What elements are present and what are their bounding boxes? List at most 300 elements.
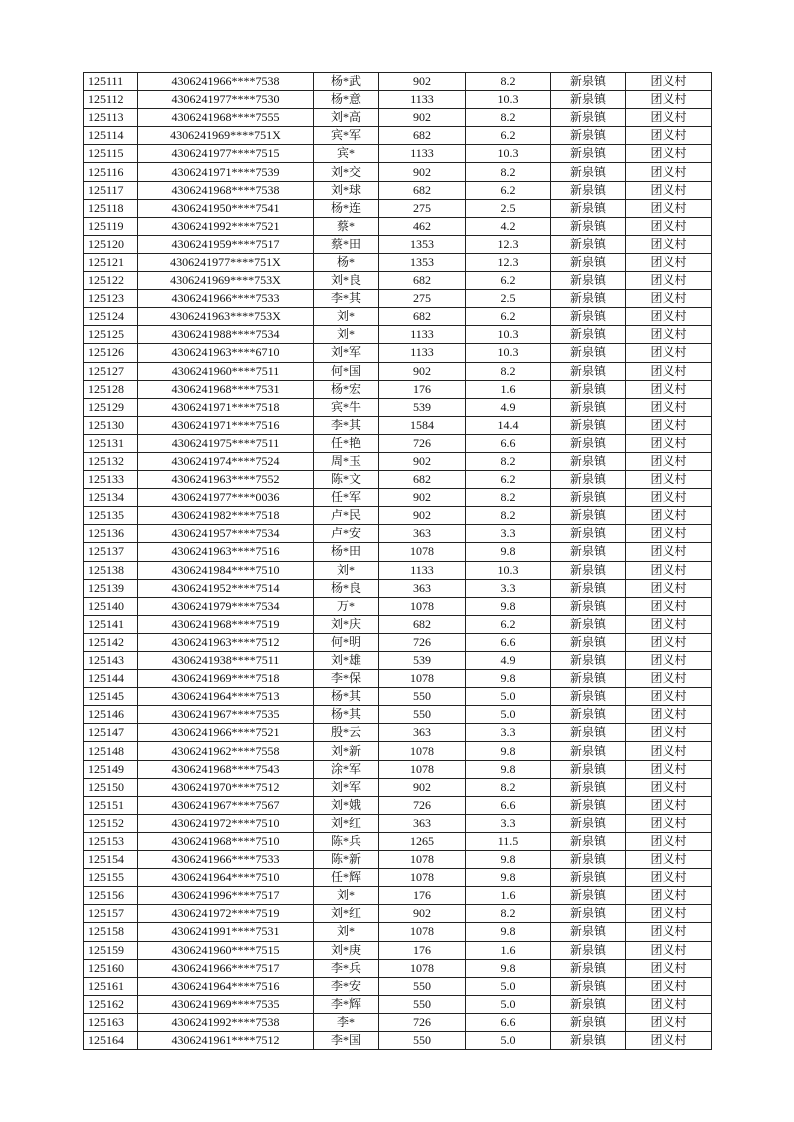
village-cell: 团义村 <box>626 615 712 633</box>
village-cell: 团义村 <box>626 832 712 850</box>
table-row <box>84 290 712 308</box>
village-cell: 团义村 <box>626 434 712 452</box>
record-id-cell: 125159 <box>84 941 138 959</box>
town-cell: 新泉镇 <box>551 688 626 706</box>
village-cell: 团义村 <box>626 851 712 869</box>
person-name-cell: 刘* <box>314 308 379 326</box>
village-cell: 团义村 <box>626 489 712 507</box>
town-cell: 新泉镇 <box>551 543 626 561</box>
id-number-cell: 4306241977****7515 <box>138 145 314 163</box>
area-cell: 10.3 <box>466 91 551 109</box>
village-cell: 团义村 <box>626 995 712 1013</box>
area-cell: 9.8 <box>466 543 551 561</box>
town-cell: 新泉镇 <box>551 235 626 253</box>
town-cell: 新泉镇 <box>551 887 626 905</box>
area-cell: 5.0 <box>466 688 551 706</box>
record-id-cell: 125129 <box>84 398 138 416</box>
town-cell: 新泉镇 <box>551 127 626 145</box>
village-cell: 团义村 <box>626 326 712 344</box>
village-cell: 团义村 <box>626 742 712 760</box>
amount-cell: 902 <box>379 778 466 796</box>
id-number-cell: 4306241974****7524 <box>138 452 314 470</box>
town-cell: 新泉镇 <box>551 109 626 127</box>
town-cell: 新泉镇 <box>551 471 626 489</box>
area-cell: 6.6 <box>466 633 551 651</box>
record-id-cell: 125155 <box>84 869 138 887</box>
area-cell: 2.5 <box>466 290 551 308</box>
amount-cell: 1353 <box>379 253 466 271</box>
id-number-cell: 4306241966****7533 <box>138 851 314 869</box>
amount-cell: 902 <box>379 905 466 923</box>
town-cell: 新泉镇 <box>551 796 626 814</box>
town-cell: 新泉镇 <box>551 959 626 977</box>
table-row <box>84 760 712 778</box>
village-cell: 团义村 <box>626 706 712 724</box>
person-name-cell: 刘* <box>314 561 379 579</box>
record-id-cell: 125147 <box>84 724 138 742</box>
id-number-cell: 4306241977****0036 <box>138 489 314 507</box>
person-name-cell: 陈*兵 <box>314 832 379 850</box>
id-number-cell: 4306241966****7538 <box>138 73 314 91</box>
area-cell: 1.6 <box>466 887 551 905</box>
table-row <box>84 507 712 525</box>
record-id-cell: 125138 <box>84 561 138 579</box>
id-number-cell: 4306241984****7510 <box>138 561 314 579</box>
person-name-cell: 李* <box>314 1013 379 1031</box>
village-cell: 团义村 <box>626 452 712 470</box>
amount-cell: 550 <box>379 977 466 995</box>
table-row <box>84 199 712 217</box>
area-cell: 4.2 <box>466 217 551 235</box>
record-id-cell: 125152 <box>84 814 138 832</box>
village-cell: 团义村 <box>626 235 712 253</box>
town-cell: 新泉镇 <box>551 416 626 434</box>
record-id-cell: 125120 <box>84 235 138 253</box>
id-number-cell: 4306241975****7511 <box>138 434 314 452</box>
area-cell: 5.0 <box>466 706 551 724</box>
record-id-cell: 125142 <box>84 633 138 651</box>
person-name-cell: 杨*其 <box>314 688 379 706</box>
village-cell: 团义村 <box>626 272 712 290</box>
record-id-cell: 125113 <box>84 109 138 127</box>
id-number-cell: 4306241968****7543 <box>138 760 314 778</box>
amount-cell: 550 <box>379 706 466 724</box>
amount-cell: 902 <box>379 362 466 380</box>
amount-cell: 176 <box>379 941 466 959</box>
area-cell: 9.8 <box>466 670 551 688</box>
person-name-cell: 刘*球 <box>314 181 379 199</box>
record-id-cell: 125116 <box>84 163 138 181</box>
record-id-cell: 125111 <box>84 73 138 91</box>
table-row <box>84 869 712 887</box>
record-id-cell: 125143 <box>84 652 138 670</box>
village-cell: 团义村 <box>626 688 712 706</box>
person-name-cell: 殷*云 <box>314 724 379 742</box>
id-number-cell: 4306241969****7535 <box>138 995 314 1013</box>
table-row <box>84 308 712 326</box>
table-row <box>84 1031 712 1049</box>
village-cell: 团义村 <box>626 290 712 308</box>
table-row <box>84 344 712 362</box>
town-cell: 新泉镇 <box>551 851 626 869</box>
person-name-cell: 李*其 <box>314 290 379 308</box>
town-cell: 新泉镇 <box>551 380 626 398</box>
id-number-cell: 4306241966****7521 <box>138 724 314 742</box>
town-cell: 新泉镇 <box>551 561 626 579</box>
person-name-cell: 杨*田 <box>314 543 379 561</box>
amount-cell: 682 <box>379 272 466 290</box>
town-cell: 新泉镇 <box>551 652 626 670</box>
person-name-cell: 刘*红 <box>314 814 379 832</box>
area-cell: 6.2 <box>466 181 551 199</box>
area-cell: 8.2 <box>466 905 551 923</box>
id-number-cell: 4306241968****7510 <box>138 832 314 850</box>
person-name-cell: 刘* <box>314 887 379 905</box>
village-cell: 团义村 <box>626 362 712 380</box>
person-name-cell: 杨*良 <box>314 579 379 597</box>
area-cell: 10.3 <box>466 561 551 579</box>
town-cell: 新泉镇 <box>551 1031 626 1049</box>
id-number-cell: 4306241963****6710 <box>138 344 314 362</box>
area-cell: 10.3 <box>466 145 551 163</box>
amount-cell: 726 <box>379 434 466 452</box>
area-cell: 3.3 <box>466 814 551 832</box>
person-name-cell: 任*军 <box>314 489 379 507</box>
table-row <box>84 543 712 561</box>
table-row <box>84 597 712 615</box>
table-row <box>84 977 712 995</box>
amount-cell: 726 <box>379 633 466 651</box>
area-cell: 5.0 <box>466 1031 551 1049</box>
table-row <box>84 742 712 760</box>
id-number-cell: 4306241970****7512 <box>138 778 314 796</box>
id-number-cell: 4306241972****7510 <box>138 814 314 832</box>
id-number-cell: 4306241967****7535 <box>138 706 314 724</box>
village-cell: 团义村 <box>626 652 712 670</box>
id-number-cell: 4306241982****7518 <box>138 507 314 525</box>
town-cell: 新泉镇 <box>551 724 626 742</box>
amount-cell: 1133 <box>379 326 466 344</box>
amount-cell: 726 <box>379 1013 466 1031</box>
id-number-cell: 4306241957****7534 <box>138 525 314 543</box>
amount-cell: 176 <box>379 887 466 905</box>
amount-cell: 550 <box>379 995 466 1013</box>
person-name-cell: 刘* <box>314 326 379 344</box>
town-cell: 新泉镇 <box>551 326 626 344</box>
record-id-cell: 125162 <box>84 995 138 1013</box>
amount-cell: 363 <box>379 814 466 832</box>
town-cell: 新泉镇 <box>551 91 626 109</box>
record-id-cell: 125139 <box>84 579 138 597</box>
area-cell: 9.8 <box>466 923 551 941</box>
amount-cell: 539 <box>379 398 466 416</box>
record-id-cell: 125141 <box>84 615 138 633</box>
amount-cell: 363 <box>379 525 466 543</box>
amount-cell: 1078 <box>379 597 466 615</box>
area-cell: 4.9 <box>466 398 551 416</box>
amount-cell: 682 <box>379 127 466 145</box>
person-name-cell: 刘*红 <box>314 905 379 923</box>
amount-cell: 1078 <box>379 760 466 778</box>
id-number-cell: 4306241968****7519 <box>138 615 314 633</box>
village-cell: 团义村 <box>626 1013 712 1031</box>
record-id-cell: 125148 <box>84 742 138 760</box>
table-row <box>84 217 712 235</box>
table-row <box>84 91 712 109</box>
area-cell: 9.8 <box>466 869 551 887</box>
village-cell: 团义村 <box>626 1031 712 1049</box>
record-id-cell: 125151 <box>84 796 138 814</box>
record-id-cell: 125158 <box>84 923 138 941</box>
village-cell: 团义村 <box>626 887 712 905</box>
person-name-cell: 刘*庚 <box>314 941 379 959</box>
table-row <box>84 706 712 724</box>
village-cell: 团义村 <box>626 73 712 91</box>
person-name-cell: 宾* <box>314 145 379 163</box>
village-cell: 团义村 <box>626 127 712 145</box>
amount-cell: 902 <box>379 507 466 525</box>
record-id-cell: 125124 <box>84 308 138 326</box>
town-cell: 新泉镇 <box>551 579 626 597</box>
table-row <box>84 127 712 145</box>
village-cell: 团义村 <box>626 869 712 887</box>
area-cell: 1.6 <box>466 380 551 398</box>
table-row <box>84 887 712 905</box>
person-name-cell: 任*艳 <box>314 434 379 452</box>
town-cell: 新泉镇 <box>551 181 626 199</box>
amount-cell: 1078 <box>379 742 466 760</box>
record-id-cell: 125149 <box>84 760 138 778</box>
area-cell: 5.0 <box>466 995 551 1013</box>
id-number-cell: 4306241988****7534 <box>138 326 314 344</box>
table-row <box>84 163 712 181</box>
town-cell: 新泉镇 <box>551 507 626 525</box>
person-name-cell: 杨*宏 <box>314 380 379 398</box>
area-cell: 8.2 <box>466 507 551 525</box>
village-cell: 团义村 <box>626 670 712 688</box>
table-row <box>84 633 712 651</box>
area-cell: 8.2 <box>466 489 551 507</box>
town-cell: 新泉镇 <box>551 525 626 543</box>
area-cell: 6.2 <box>466 615 551 633</box>
record-id-cell: 125128 <box>84 380 138 398</box>
village-cell: 团义村 <box>626 145 712 163</box>
id-number-cell: 4306241971****7516 <box>138 416 314 434</box>
table-row <box>84 362 712 380</box>
town-cell: 新泉镇 <box>551 199 626 217</box>
town-cell: 新泉镇 <box>551 362 626 380</box>
town-cell: 新泉镇 <box>551 272 626 290</box>
person-name-cell: 陈*文 <box>314 471 379 489</box>
village-cell: 团义村 <box>626 760 712 778</box>
record-id-cell: 125140 <box>84 597 138 615</box>
area-cell: 10.3 <box>466 326 551 344</box>
table-row <box>84 851 712 869</box>
person-name-cell: 刘*雄 <box>314 652 379 670</box>
area-cell: 9.8 <box>466 851 551 869</box>
village-cell: 团义村 <box>626 416 712 434</box>
person-name-cell: 杨*连 <box>314 199 379 217</box>
id-number-cell: 4306241960****7511 <box>138 362 314 380</box>
amount-cell: 275 <box>379 290 466 308</box>
person-name-cell: 涂*军 <box>314 760 379 778</box>
town-cell: 新泉镇 <box>551 977 626 995</box>
id-number-cell: 4306241971****7518 <box>138 398 314 416</box>
table-row <box>84 724 712 742</box>
amount-cell: 1078 <box>379 670 466 688</box>
town-cell: 新泉镇 <box>551 615 626 633</box>
person-name-cell: 李*辉 <box>314 995 379 1013</box>
person-name-cell: 刘*新 <box>314 742 379 760</box>
amount-cell: 176 <box>379 380 466 398</box>
person-name-cell: 刘*娥 <box>314 796 379 814</box>
area-cell: 5.0 <box>466 977 551 995</box>
village-cell: 团义村 <box>626 471 712 489</box>
record-id-cell: 125144 <box>84 670 138 688</box>
table-row <box>84 796 712 814</box>
village-cell: 团义村 <box>626 398 712 416</box>
area-cell: 6.2 <box>466 127 551 145</box>
area-cell: 6.2 <box>466 308 551 326</box>
village-cell: 团义村 <box>626 181 712 199</box>
id-number-cell: 4306241992****7521 <box>138 217 314 235</box>
person-name-cell: 卢*安 <box>314 525 379 543</box>
person-name-cell: 蔡*田 <box>314 235 379 253</box>
person-name-cell: 李*安 <box>314 977 379 995</box>
table-row <box>84 489 712 507</box>
record-id-cell: 125119 <box>84 217 138 235</box>
person-name-cell: 万* <box>314 597 379 615</box>
record-id-cell: 125153 <box>84 832 138 850</box>
table-row <box>84 380 712 398</box>
area-cell: 8.2 <box>466 109 551 127</box>
record-id-cell: 125133 <box>84 471 138 489</box>
area-cell: 11.5 <box>466 832 551 850</box>
record-id-cell: 125134 <box>84 489 138 507</box>
record-id-cell: 125130 <box>84 416 138 434</box>
area-cell: 4.9 <box>466 652 551 670</box>
record-id-cell: 125163 <box>84 1013 138 1031</box>
person-name-cell: 周*玉 <box>314 452 379 470</box>
table-body <box>84 73 712 1050</box>
id-number-cell: 4306241977****751X <box>138 253 314 271</box>
table-row <box>84 995 712 1013</box>
amount-cell: 1133 <box>379 91 466 109</box>
id-number-cell: 4306241959****7517 <box>138 235 314 253</box>
id-number-cell: 4306241968****7538 <box>138 181 314 199</box>
amount-cell: 682 <box>379 471 466 489</box>
area-cell: 6.2 <box>466 272 551 290</box>
record-id-cell: 125123 <box>84 290 138 308</box>
village-cell: 团义村 <box>626 109 712 127</box>
area-cell: 14.4 <box>466 416 551 434</box>
amount-cell: 275 <box>379 199 466 217</box>
person-name-cell: 杨* <box>314 253 379 271</box>
record-id-cell: 125127 <box>84 362 138 380</box>
town-cell: 新泉镇 <box>551 1013 626 1031</box>
person-name-cell: 宾*军 <box>314 127 379 145</box>
table-row <box>84 688 712 706</box>
amount-cell: 1078 <box>379 869 466 887</box>
area-cell: 2.5 <box>466 199 551 217</box>
table-row <box>84 561 712 579</box>
person-name-cell: 蔡* <box>314 217 379 235</box>
area-cell: 8.2 <box>466 778 551 796</box>
record-id-cell: 125121 <box>84 253 138 271</box>
id-number-cell: 4306241963****753X <box>138 308 314 326</box>
town-cell: 新泉镇 <box>551 308 626 326</box>
town-cell: 新泉镇 <box>551 73 626 91</box>
table-row <box>84 109 712 127</box>
id-number-cell: 4306241938****7511 <box>138 652 314 670</box>
area-cell: 9.8 <box>466 959 551 977</box>
amount-cell: 902 <box>379 109 466 127</box>
area-cell: 6.6 <box>466 796 551 814</box>
village-cell: 团义村 <box>626 597 712 615</box>
table-row <box>84 145 712 163</box>
amount-cell: 902 <box>379 452 466 470</box>
amount-cell: 363 <box>379 579 466 597</box>
person-name-cell: 李*其 <box>314 416 379 434</box>
record-id-cell: 125161 <box>84 977 138 995</box>
record-id-cell: 125122 <box>84 272 138 290</box>
id-number-cell: 4306241968****7531 <box>138 380 314 398</box>
id-number-cell: 4306241964****7513 <box>138 688 314 706</box>
id-number-cell: 4306241969****753X <box>138 272 314 290</box>
town-cell: 新泉镇 <box>551 290 626 308</box>
amount-cell: 539 <box>379 652 466 670</box>
village-cell: 团义村 <box>626 199 712 217</box>
village-cell: 团义村 <box>626 923 712 941</box>
village-cell: 团义村 <box>626 163 712 181</box>
amount-cell: 682 <box>379 308 466 326</box>
amount-cell: 1078 <box>379 543 466 561</box>
person-name-cell: 宾*牛 <box>314 398 379 416</box>
village-cell: 团义村 <box>626 380 712 398</box>
town-cell: 新泉镇 <box>551 253 626 271</box>
town-cell: 新泉镇 <box>551 217 626 235</box>
village-cell: 团义村 <box>626 796 712 814</box>
record-id-cell: 125114 <box>84 127 138 145</box>
area-cell: 6.6 <box>466 434 551 452</box>
area-cell: 9.8 <box>466 742 551 760</box>
amount-cell: 462 <box>379 217 466 235</box>
record-id-cell: 125118 <box>84 199 138 217</box>
person-name-cell: 刘*军 <box>314 778 379 796</box>
person-name-cell: 何*国 <box>314 362 379 380</box>
table-row <box>84 525 712 543</box>
village-cell: 团义村 <box>626 977 712 995</box>
id-number-cell: 4306241968****7555 <box>138 109 314 127</box>
table-row <box>84 253 712 271</box>
person-name-cell: 刘*良 <box>314 272 379 290</box>
record-id-cell: 125150 <box>84 778 138 796</box>
record-id-cell: 125164 <box>84 1031 138 1049</box>
area-cell: 3.3 <box>466 724 551 742</box>
area-cell: 8.2 <box>466 452 551 470</box>
amount-cell: 1353 <box>379 235 466 253</box>
village-cell: 团义村 <box>626 308 712 326</box>
id-number-cell: 4306241966****7533 <box>138 290 314 308</box>
village-cell: 团义村 <box>626 217 712 235</box>
record-id-cell: 125132 <box>84 452 138 470</box>
area-cell: 6.6 <box>466 1013 551 1031</box>
person-name-cell: 刘*军 <box>314 344 379 362</box>
village-cell: 团义村 <box>626 941 712 959</box>
amount-cell: 682 <box>379 615 466 633</box>
record-id-cell: 125145 <box>84 688 138 706</box>
person-name-cell: 杨*武 <box>314 73 379 91</box>
